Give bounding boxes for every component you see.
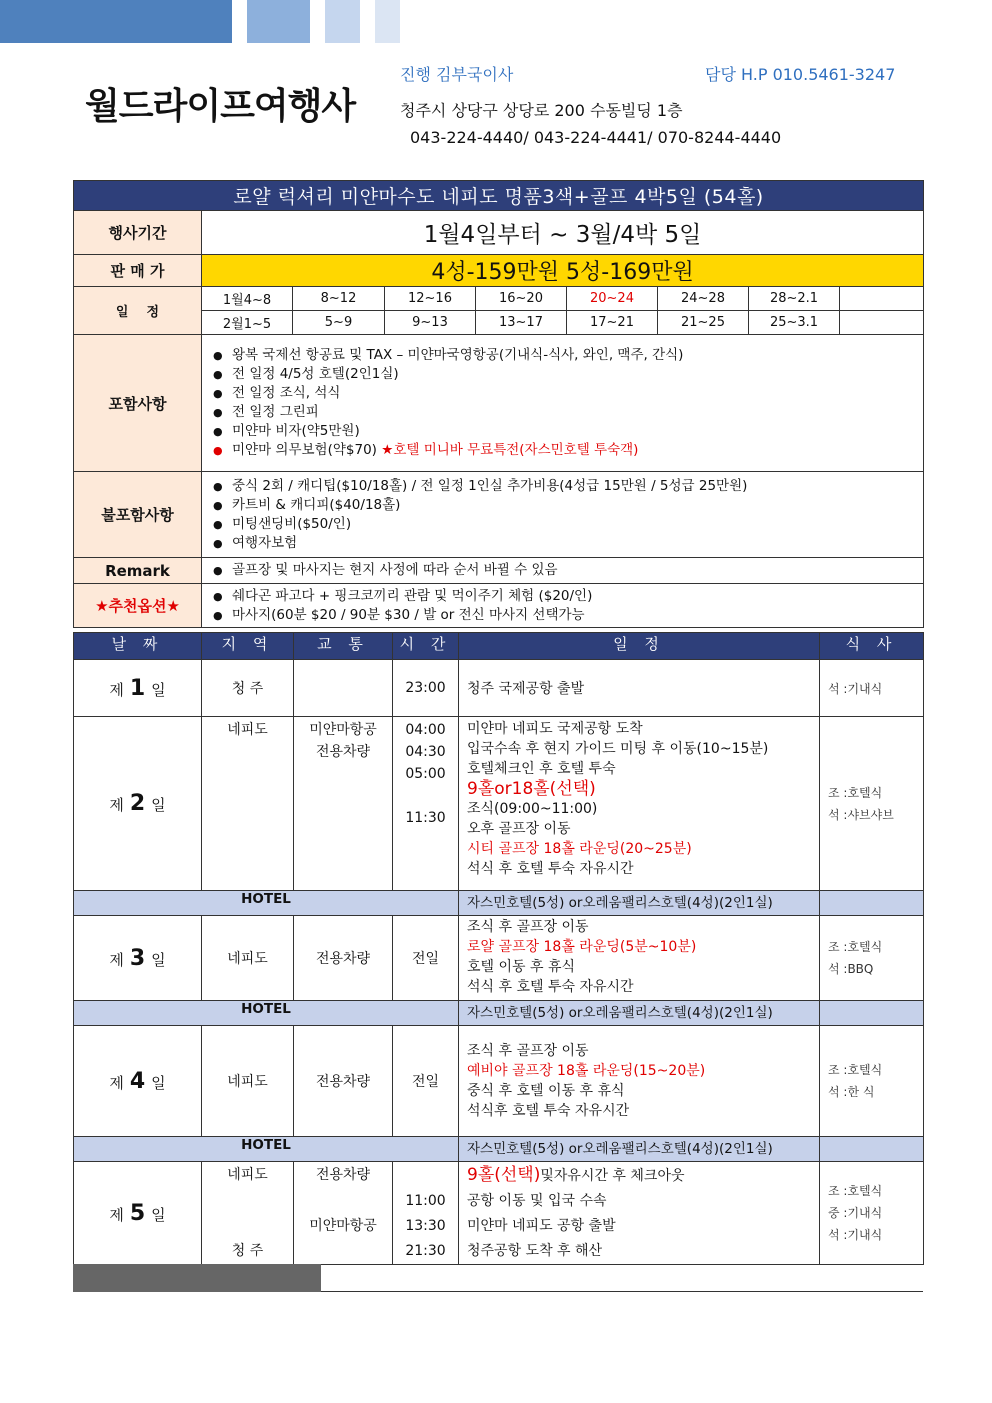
itinerary-text: 조식 후 골프장 이동 예비야 골프장 18홀 라운딩(15~20분) 중식 후 호텔 이동 후 휴식 석식후 호텔 투숙 자유시간: [459, 1026, 820, 1137]
remark-list: [202, 559, 923, 582]
nine-hole-option: 9홀(선택): [467, 1165, 541, 1185]
transport: 전용차량: [294, 916, 393, 1001]
meal: 조 :호텔식 중 :기내식 석 :기내식: [820, 1162, 924, 1265]
departure-date: 17~21: [567, 311, 658, 335]
day-number: 5: [129, 1200, 146, 1226]
time: 11:00 13:30 21:30: [393, 1162, 459, 1265]
col-header-meal: 식 사: [820, 633, 924, 660]
included-cell: [202, 335, 924, 472]
day-label: 제 2 일: [74, 717, 202, 891]
excluded-item: ● 미팅샌딩비($50/인): [210, 515, 915, 534]
col-header-time: 시 간: [393, 633, 459, 660]
excluded-label: 불포함사항: [74, 472, 202, 558]
departure-date: 1월4~8: [202, 287, 293, 311]
transport: 전용차량: [294, 1026, 393, 1137]
meal: 조 :호텔식 석 :BBQ: [820, 916, 924, 1001]
departure-date: 5~9: [293, 311, 385, 335]
footer-dark-block: [73, 1264, 321, 1292]
remark-cell: [202, 558, 924, 584]
departure-date: 9~13: [385, 311, 476, 335]
company-address: 청주시 상당구 상당로 200 수동빌딩 1층: [400, 101, 683, 120]
itinerary-table: [73, 632, 924, 1265]
header-decoration-bar: [375, 0, 400, 43]
region: 네피도: [202, 916, 294, 1001]
company-name: 월드라이프여행사: [85, 86, 356, 127]
region: 네피도 청 주: [202, 1162, 294, 1265]
departure-date: [840, 287, 924, 311]
day-row: [74, 660, 924, 717]
departure-date: 16~20: [476, 287, 567, 311]
transport: [294, 660, 393, 717]
time: 전일: [393, 916, 459, 1001]
included-item: ● 전 일정 조식, 석식: [210, 384, 915, 403]
day-label: 제 5 일: [74, 1162, 202, 1265]
day-row: [74, 1026, 924, 1137]
day-number: 3: [129, 945, 146, 971]
time: 04:00 04:30 05:00 11:30: [393, 717, 459, 891]
option-item: ● 마사지(60분 $20 / 90분 $30 / 발 or 전신 마사지 선택가능: [210, 606, 915, 625]
departure-date: [840, 311, 924, 335]
included-item: ● 미얀마 비자(약5만원): [210, 422, 915, 441]
company-phones: 043-224-4440/ 043-224-4441/ 070-8244-4440: [410, 128, 782, 147]
minibar-special: ★호텔 미니바 무료특전(자스민호텔 투숙객): [381, 442, 639, 458]
departure-date: 8~12: [293, 287, 385, 311]
footer-blank-block: [321, 1264, 923, 1292]
day-label: 제 4 일: [74, 1026, 202, 1137]
hotel-row: [74, 891, 924, 916]
departure-date: 20~24: [567, 287, 658, 311]
day-row: [74, 717, 924, 891]
col-header-region: 지 역: [202, 633, 294, 660]
option-item: ● 쉐다곤 파고다 + 핑크코끼리 관람 및 먹이주기 체험 ($20/인): [210, 587, 915, 606]
footer-bar: [73, 1264, 923, 1292]
day-row: [74, 1162, 924, 1265]
time: 23:00: [393, 660, 459, 717]
itinerary-text: 9홀(선택)및자유시간 후 체크아웃 공항 이동 및 입국 수속 미얀마 네피도 공항 출발 청주공항 도착 후 해산: [459, 1162, 820, 1265]
itinerary-text: 조식 후 골프장 이동 로얄 골프장 18홀 라운딩(5분~10분) 호텔 이동 후 휴식 석식 후 호텔 투숙 자유시간: [459, 916, 820, 1001]
meal: 조 :호텔식 석 :한 식: [820, 1026, 924, 1137]
product-summary-table: [73, 180, 924, 628]
day-number: 4: [129, 1068, 146, 1094]
period-label: 행사기간: [74, 211, 202, 255]
hotel-label: HOTEL: [74, 1001, 459, 1026]
region: 네피도: [202, 717, 294, 891]
region: 네피도: [202, 1026, 294, 1137]
contact-person: 진행 김부국이사: [400, 65, 514, 84]
included-item: ● 왕복 국제선 항공료 및 TAX – 미얀마국영항공(기내식-식사, 와인, 맥주, 간식): [210, 346, 915, 365]
excluded-item: ● 중식 2회 / 캐디팁($10/18홀) / 전 일정 1인실 추가비용(4성급 15만원 / 5성급 25만원): [210, 477, 915, 496]
day-row: [74, 916, 924, 1001]
excluded-item: ● 카트비 & 캐디피($40/18홀): [210, 496, 915, 515]
options-label: ★추천옵션★: [74, 584, 202, 628]
hotel-label: HOTEL: [74, 1137, 459, 1162]
hotel-name: 자스민호텔(5성) or오레움팰리스호텔(4성)(2인1실): [459, 891, 820, 916]
price-label: 판 매 가: [74, 255, 202, 287]
hotel-row: [74, 1137, 924, 1162]
included-item: [210, 441, 915, 460]
itinerary-text: 미얀마 네피도 국제공항 도착 입국수속 후 현지 가이드 미팅 후 이동(10~15분) 호텔체크인 후 호텔 투숙 9홀or18홀(선택) 조식(09:00~11:00) 오후 골프장 이동 시티 골프장 18홀 라운딩(20~25분) 석식 후 호텔 투숙 자유시간: [459, 717, 820, 891]
departure-date: 12~16: [385, 287, 476, 311]
insurance-text: 미얀마 의무보험(약$70): [232, 442, 377, 458]
departure-date: 28~2.1: [749, 287, 840, 311]
departure-date: 13~17: [476, 311, 567, 335]
departure-date: 2월1~5: [202, 311, 293, 335]
period-value: 1월4일부터 ~ 3월/4박 5일: [202, 211, 924, 255]
hotel-row: [74, 1001, 924, 1026]
departure-date: 24~28: [658, 287, 749, 311]
excluded-list: [202, 473, 923, 557]
price-value: 4성-159만원 5성-169만원: [202, 255, 924, 287]
remark-label: Remark: [74, 558, 202, 584]
options-cell: [202, 584, 924, 628]
remark-item: ● 골프장 및 마사지는 현지 사정에 따라 순서 바뀔 수 있음: [210, 561, 915, 580]
header-decoration-bar: [0, 0, 232, 43]
departure-date: 21~25: [658, 311, 749, 335]
day-number: 2: [129, 791, 146, 816]
options-list: [202, 585, 923, 627]
included-label: 포함사항: [74, 335, 202, 472]
included-item: ● 전 일정 그린피: [210, 403, 915, 422]
day-label: 제 3 일: [74, 916, 202, 1001]
schedule-label: 일 정: [74, 287, 202, 335]
transport: 전용차량 미얀마항공: [294, 1162, 393, 1265]
col-header-itinerary: 일 정: [459, 633, 820, 660]
manager-phone: 담당 H.P 010.5461-3247: [705, 65, 896, 84]
transport: 미얀마항공 전용차량: [294, 717, 393, 891]
day-number: 1: [129, 675, 146, 701]
meal: 석 :기내식: [820, 660, 924, 717]
excluded-cell: [202, 472, 924, 558]
day-label: 제 1 일: [74, 660, 202, 717]
hotel-label: HOTEL: [74, 891, 459, 916]
included-list: [202, 342, 923, 464]
meal: 조 :호텔식 석 :샤브샤브: [820, 717, 924, 891]
itinerary-text: 청주 국제공항 출발: [459, 660, 820, 717]
product-title: 로얄 럭셔리 미얀마수도 네피도 명품3색+골프 4박5일 (54홀): [74, 181, 924, 211]
hotel-name: 자스민호텔(5성) or오레움팰리스호텔(4성)(2인1실): [459, 1001, 820, 1026]
header-decoration-bar: [247, 0, 310, 43]
col-header-date: 날 짜: [74, 633, 202, 660]
hotel-name: 자스민호텔(5성) or오레움팰리스호텔(4성)(2인1실): [459, 1137, 820, 1162]
included-item: ● 전 일정 4/5성 호텔(2인1실): [210, 365, 915, 384]
header-decoration-bar: [325, 0, 360, 43]
departure-date: 25~3.1: [749, 311, 840, 335]
excluded-item: ● 여행자보험: [210, 534, 915, 553]
region: 청 주: [202, 660, 294, 717]
col-header-transport: 교 통: [294, 633, 393, 660]
time: 전일: [393, 1026, 459, 1137]
